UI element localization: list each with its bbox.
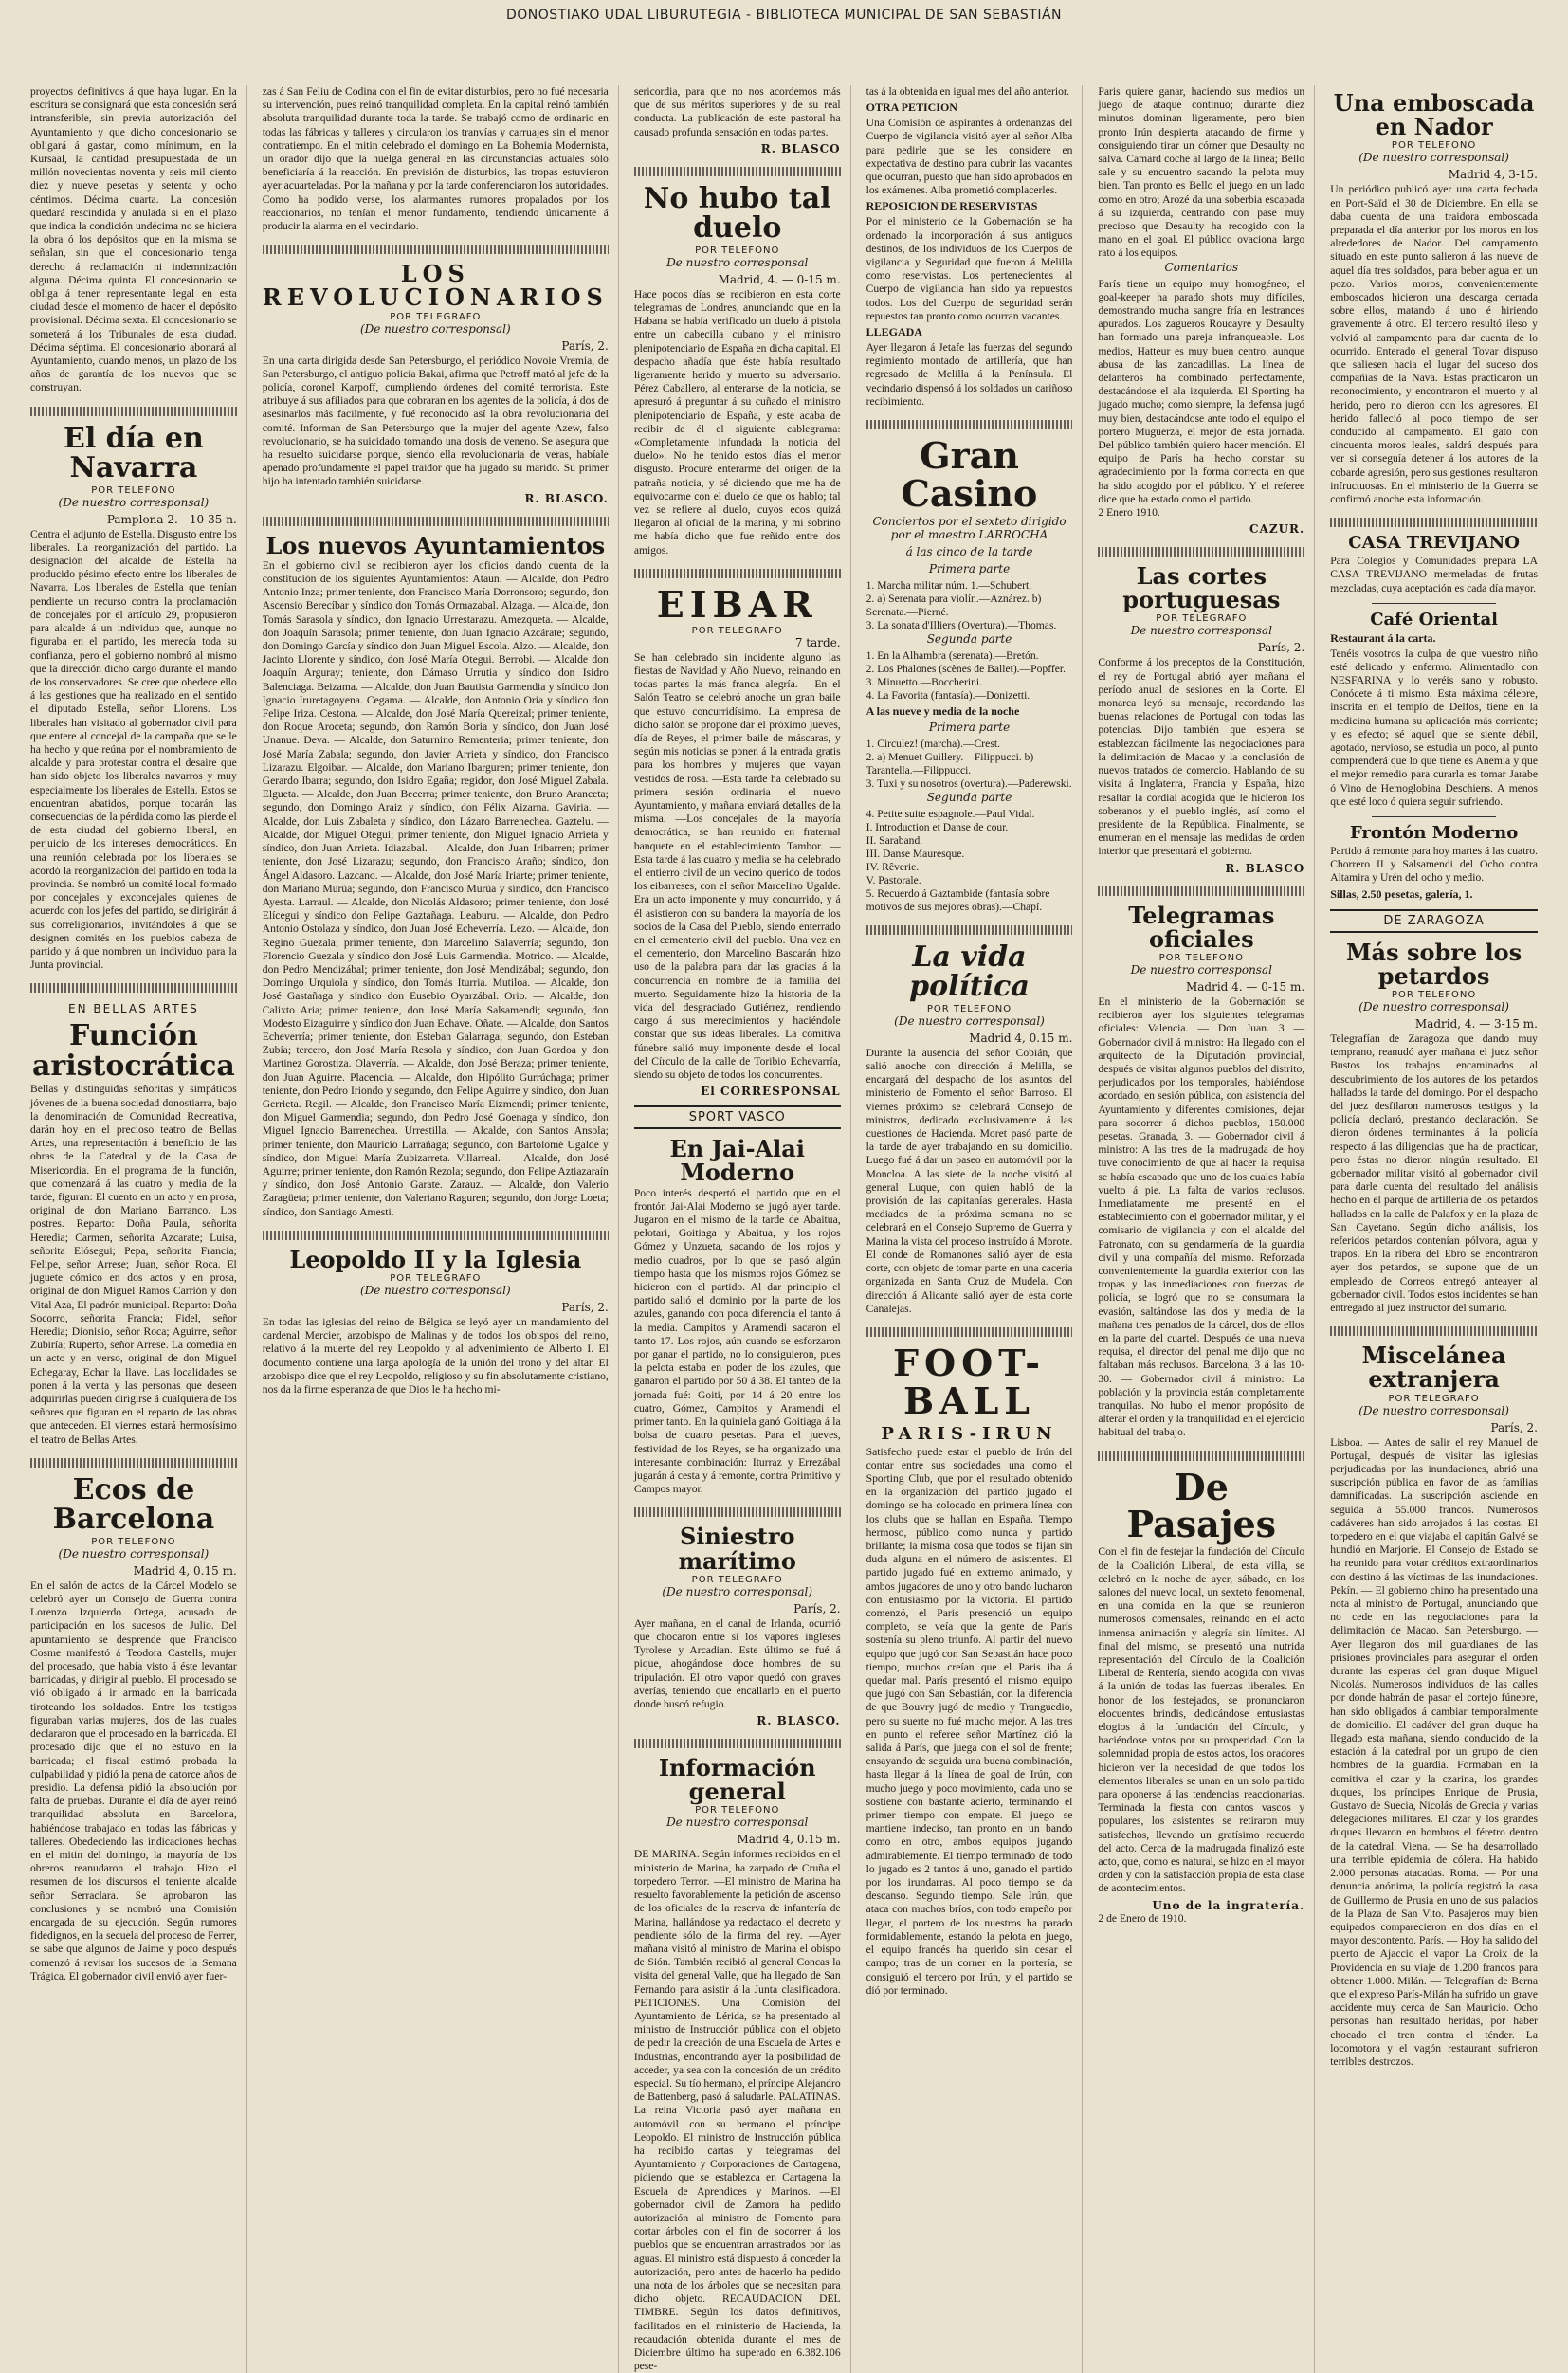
divider (634, 167, 841, 176)
byline: POR TELEFONO (91, 1536, 176, 1547)
byline-sub: De nuestro corresponsal (1130, 962, 1272, 977)
dateline: París, 2. (793, 1601, 841, 1615)
divider (634, 1739, 841, 1748)
headline: El día en Navarra (63, 421, 204, 485)
article-text: Por el ministerio de la Gobernación se ha ordenado la incorporación á sus antiguos destinos, de los individuos de los Cuerpos de vigilancia y Seguridad que fueron á Melilla como reservistas. Los pertenecientes al Cuerpo de vigilancia han sido ya repuestos todos. Los del Cuerpo de seguridad serán repuestos tan pronto como ocurran vacantes. (866, 215, 1073, 322)
divider (866, 420, 1073, 429)
divider (1372, 603, 1496, 604)
program-item: 2. a) Menuet Guillery.—Filippucci. b) Tarantella.—Filippucci. (866, 750, 1034, 776)
article-text: En el salón de actos de la Cárcel Modelo se celebró ayer un Consejo de Guerra contra Lorenzo Izquierdo Ortega, acusado de participación en los sucesos de Julio. Del apuntamiento se desprende que Francisco Cosme manifestó á Teodora Castells, mujer del procesado, que había visto á éste levantar barricadas, y dirigir al pueblo. El procesado se vió obligado á ir armado en la barricada tiroteando los soldados. Entre los testigos figuraban varias mujeres, dos de las cuales declararon que el procesado en la barricada. El procesado dijo que él no estuvo en la barricada; el fiscal estimó probada la culpabilidad y pidió la pena de catorce años de presidio. La defensa pidió la absolución por falta de pruebas. Durante el día de ayer reinó tranquilidad absoluta en Barcelona, habiéndose trabajado en todas las fábricas y talleres. Obedeciendo las indicaciones hechas en el mitin del domingo, la mayoría de los obreros reanudaron el trabajo. Hizo el resumen de los discursos el teniente alcalde señor Serraclara. Se aprobaron las conclusiones y se nombró una Comisión encargada de su ejecución. Según rumores fidedignos, en la secuela del proceso de Ferrer, se sabe que algunos de Jaime y poco después comenzó á revisar los sucesos de la Semana Trágica. El gobernador civil envió ayer fuer- (30, 1579, 237, 1982)
byline-sub: (De nuestro corresponsal) (1358, 1403, 1509, 1417)
program-item: I. Introduction et Danse de cour. (866, 820, 1009, 833)
byline: POR TELEFONO (695, 1805, 780, 1816)
program-item: 3. Tuxi y su nosotros (overtura).—Paderewski. (866, 776, 1072, 790)
byline: POR TELEFONO (926, 1003, 1012, 1014)
program-part: Segunda parte (926, 790, 1012, 804)
byline: POR TELEGRAFO (1156, 613, 1248, 625)
byline: POR TELEFONO (1391, 989, 1477, 1000)
article-text: Conforme á los preceptos de la Constitución, el rey de Portugal abrió ayer mañana el período anual de sesiones en la Corte. El monarca leyó su mensaje, recordando las buenas relaciones de Portugal con todas las potencias. Dijo también que espera se establezcan fácilmente las negociaciones para la delimitación de Macao y la conclusión de nuevos tratados de comercio. Hablando de su visita á Inglaterra, Francia y España, hizo resaltar la cordial acogida que le hicieron los soberanos y el pueblo inglés, así como el presidente de la República. Finalmente, se enumeran en el mensaje las medidas de orden interior que presentará el gobierno. (1098, 656, 1305, 858)
dateline: París, 2. (1257, 641, 1305, 655)
program-item: II. Saraband. (866, 833, 923, 847)
ad-title: Frontón Moderno (1349, 823, 1519, 844)
subheadline: PARIS-IRUN (881, 1423, 1058, 1444)
headline: No hubo tal duelo (643, 181, 831, 246)
byline: POR TELEGRAFO (390, 1272, 482, 1284)
section-label: EN BELLAS ARTES (68, 1002, 199, 1016)
byline: POR TELEFONO (695, 245, 780, 256)
byline-sub: (De nuestro corresponsal) (359, 1283, 511, 1297)
column-2 (263, 85, 619, 2373)
program-part: Segunda parte (926, 631, 1012, 646)
headline: Leopoldo II y la Iglesia (289, 1245, 582, 1273)
headline: Información general (658, 1754, 816, 1806)
byline-sub: De nuestro corresponsal (1130, 624, 1272, 638)
subhead: OTRA PETICION (866, 100, 957, 115)
byline: POR TELEGRAFO (390, 311, 482, 322)
signature: El CORRESPONSAL (701, 1085, 841, 1099)
dateline: Madrid, 4. — 3-15 m. (1414, 1016, 1538, 1031)
headline: EIBAR (656, 582, 818, 626)
byline-sub: (De nuestro corresponsal) (1358, 151, 1509, 165)
article-text: Ayer mañana, en el canal de Irlanda, ocurrió que chocaron entre sí los vapores ingleses Tyrolese y Arcadian. Este último se fué á pique, ahogándose doce hombres de su tripulación. El otro vapor quedó con graves averías, teniendo que encallarlo en el puerto donde buscó refugio. (633, 1616, 841, 1710)
divider (866, 1327, 1073, 1337)
byline: POR TELEGRAFO (1388, 1393, 1480, 1404)
article-text: En todas las iglesias del reino de Bélgica se leyó ayer un mandamiento del cardenal Mercier, arzobispo de Malinas y de todos los obispos del reino, relativo á la muerte del rey Leopoldo y al advenimiento de Alberto I. El documento contiene una larga apología de la unión del trono y del altar. El arzobispo dice que el rey Leopoldo, religioso y su fin absolutamente cristiano, nos da la firme esperanza de que Dios le ha hecho mi- (262, 1315, 609, 1396)
section-label: SPORT VASCO (634, 1105, 841, 1129)
subhead: REPOSICION DE RESERVISTAS (866, 199, 1038, 213)
article-text: Satisfecho puede estar el pueblo de Irún del contar entre sus sociedades una como el Sporting Club, que por el resultado obtenido en la organización del partido jugado el domingo se ha colocado en primera línea con los clubs que se hallan en España. Tiempo hermoso, público como nunca y partido brillante; la misma cosa que todos se fijan sin duda alguna en el número de asistentes. El partido jugado fué en extremo animado, y ambos jugadores de uno y otro bando lucharon con entusiasmo por la victoria. El partido comenzó, el Paris presenció un equipo completo, se veía que la gente de París sostenía su pleno triunfo. Al partir del nuevo equipo que jugó con San Sebastián hace poco tiempo, muchos creían que el Paris iba á quedar mal. París presentó el mismo equipo que jugó con San Sebastián, con la diferencia de que Bouvry jugó de medio y Tranguedio, pero su suerte no fué mucho mejor. A las tres en punto el referee señor Martínez dió la salida á París, que juega con el sol de frente; ensayando de seguida una buena combinación, hasta llegar á la línea de goal de Irún, con mucho juego y poco movimiento, cada uno se sostiene con bastante acierto, terminando el primer tiempo con empate. El juego se mantiene indeciso, tan pronto en un bando como en otro, ambos equipos jugando admirablemente. El tiempo terminado de todo lo jugado es 2 tantos á uno, ganado el partido por los irundarras. Al poco tiempo se da descanso. Segundo tiempo. Sale Irún, que ataca con muchos bríos, con todo empeño por llegar, el portero de los nuestros ha parado formidablemente, estando la pelota en juego, el equipo francés ha querido sin cesar el campo; tras de un corner en la portería, se consiguió el tercero por Irún, y el partido se dió por terminado. (866, 1445, 1073, 1997)
article-text: Lisboa. — Antes de salir el rey Manuel de Portugal, después de visitar las iglesias perjudicadas por las inundaciones, abrió una suscripción pública en favor de las familias damnificadas. La suscripción asciende en seguida á 55.000 francos. Numerosos cadáveres han sido arrojados á las costas. El torpedero en el que viajaba el capitán Galvé se hundió en Marjorie. El Consejo de Estado se ha reunido para votar créditos extraordinarios con destino á las víctimas de las inundaciones. Pekín. — El gobierno chino ha presentado una nota al ministro de Portugal, anunciando que no cede en las negociaciones para la delimitación de Macao. San Petersburgo. — Ayer llegaron dos mil guardianes de las prisiones provinciales para asegurar el orden durante las esperas del gran duque Miguel Nicolás. Numerosos individuos de las calles por donde habrán de pasar el cortejo fúnebre, han sido obligados á cambiar temporalmente de domicilio. El cadáver del gran duque ha llegado esta mañana, siendo conducido de la estación á la catedral por un grupo de cien hombres de la guardia. Formaban en la comitiva el czar y la czarina, los grandes duques, los príncipes Enrique de Prusia, Gustavo de Suecia, Nicolás de Grecia y varias delegaciones militares. El czar y los grandes duques llevaron en hombros el féretro dentro de la catedral. Viena. — Se ha desarrollado una terrible epidemia de cólera. Ha habido 2.000 personas atacadas. Roma. — Por una denuncia anónima, la policía registró la casa de Guillermo de Prusia en uno de sus palacios de la Plaza de San Vito. Pasajeros muy bien equipados comparecieron en dos días en el mayor descontento. París. — Hoy ha salido del puerto de Ajaccio el vapor La Croix de la Providencia en su viaje de 1.200 francos para obtener 1.000. Milán. — Telegrafían de Berna que el expreso París-Milán ha sufrido un grave accidente muy cerca de San Mauricio. Ocho personas han resultado heridas, por haber chocado el tren contra el ténder. La locomotora y el vagón restaurant sufrieron terribles destrozos. (1330, 1435, 1538, 2068)
library-caption: DONOSTIAKO UDAL LIBURUTEGIA - BIBLIOTECA MUNICIPAL DE SAN SEBASTIÁN (505, 8, 1063, 23)
divider (1330, 1326, 1538, 1336)
ad-text: Partido á remonte para hoy martes á las cuatro. Chorrero II y Salsamendi del Ocho contra Altamira y Urén del ocho y medio. (1330, 844, 1538, 885)
article-text: En el ministerio de la Gobernación se recibieron ayer los siguientes telegramas oficiales: Valencia. — Don Juan. 3 — Gobernador civil á ministro: Ha llegado con el arquitecto de la Diputación provincial, después de visitar algunos pueblos del distrito, perjudicados por los temporales, habiéndose acordado, en sesión pública, con asistencia del Ayuntamiento y diferentes comisiones, dejar para socorrer á dichos pueblos, 150.000 pesetas. Granada, 3. — Gobernador civil á ministro: A las tres de la madrugada de hoy tuve conocimiento de que al hacer la requisa se había escapado que uno de los cuales había vuelto á pie. La falta de varios reclusos. Inmediatamente me presenté en el establecimiento con el gobernador militar, y el comisario de vigilancia y con el alcalde del Patronato, con su gendarmería de la guardia civil y una compañía del mismo. Reforzada convenientemente la guardia exterior con las tropas y las inmediaciones con fuerzas de policía, se logró que no se consumara la evasión, saltándose las dos y media de la mañana tres penados de la cárcel, dos de ellos en la parte del cuartel. Después de una nueva requisa, el director del penal me dijo que no faltaban más reclusos. Barcelona, 3 á las 10-30. — Gobernador civil á ministro: La población y la provincia están completamente tranquilas. No hubo el menor propósito de alterar el orden y la tranquilidad en el ejercicio habitual del trabajo. (1098, 995, 1305, 1439)
divider (634, 569, 841, 578)
byline-sub: (De nuestro corresponsal) (662, 1584, 813, 1598)
headline: La vida política (909, 940, 1030, 1004)
dateline: París, 2. (1490, 1420, 1538, 1434)
program-item: 3. Minuetto.—Boccherini. (866, 675, 982, 688)
byline-sub: (De nuestro corresponsal) (58, 495, 210, 509)
headline: LOS REVOLUCIONARIOS (262, 260, 609, 312)
headline: Ecos de Barcelona (52, 1472, 215, 1537)
article-text: DE MARINA. Según informes recibidos en el ministerio de Marina, ha zarpado de Cruña el torpedero Terror. —El ministro de Marina ha resuelto favorablemente la petición de ascenso de los oficiales de la reserva de infantería de Marina, hallándose ya redactado el decreto y pendiente sólo de la firma del rey. —Ayer mañana visitó al ministro de Marina el obispo de Sión. También recibió al general Concas la visita del general Valle, que ha llegado de San Fernando para asistir á la Junta clasificadora. PETICIONES. Una Comisión del Ayuntamiento de Lérida, se ha presentado al ministro de Instrucción pública con el objeto de pedir la creación de una Escuela de Artes e Industrias, encontrando ayer la posibilidad de acceder, ya sea con la concesión de un crédito especial. Su tío hermano, el príncipe Alejandro de Battenberg, pasó á saludarle. PALATINAS. La reina Victoria pasó ayer mañana en automóvil con su hermano el príncipe Leopoldo. El ministro de Instrucción pública ha recibido cartas y telegramas del Ayuntamiento y Corporaciones de Cartagena, pidiendo que se establezca en Cartagena la Escuela de Aprendices y Marinos. —El gobernador civil de Zamora ha pedido autorización al ministro de Fomento para cortar árboles con el fin de socorrer á los pueblos que se encuentran arrastrados por las aguas. El ministro está dispuesto á conceder la autorización, pero antes de hacerlo ha pedido una nota de los árboles que se necesitan para dicho objeto. RECAUDACION DEL TIMBRE. Según los datos definitivos, facilitados en el ministerio de Hacienda, la recaudación obtenida durante el mes de Diciembre último ha superado en 6.382.106 pese- (633, 1848, 841, 2373)
column-1 (30, 85, 247, 2373)
signature: R. BLASCO (1225, 861, 1305, 875)
byline-sub: De nuestro corresponsal (666, 255, 809, 269)
columns (30, 85, 1547, 2373)
section-label: DE ZARAGOZA (1330, 909, 1538, 933)
article-text: tas á la obtenida en igual mes del año anterior. (866, 85, 1070, 98)
program-night: A las nueve y media de la noche (866, 703, 1020, 718)
signature: R. BLASCO (760, 141, 841, 155)
article-text: proyectos definitivos á que haya lugar. En la escritura se consignará que esta concesión será intransferible, sin previa autorización del Ayuntamiento y que dicho concesionario se obligará á gastar, como mínimum, en la Kursaal, la cantidad presupuestada de un millón novecientas noventa y seis mil ciento diez y nueve pesetas y setenta y ocho céntimos. Décima cuarta. La concesión quedará rescindida y anulada si en el plazo que indica la condición undécima no se hiciera la obra ó los depósitos que en la misma se señalan, sin que el concesionario tenga derecho á reclamación ni indemnización alguna. Décima quinta. El concesionario se obliga á tener representante legal en esta ciudad desde el momento de hacer el depósito provisional. Décima sexta. El concesionario se someterá á los Tribunales de esta ciudad. Décima séptima. El concesionario abonará al Ayuntamiento, cuando menos, un plazo de los años de garantía de los nuevos que se construyan. (30, 85, 237, 394)
program-item: 1. Marcha militar núm. 1.—Schubert. (866, 578, 1032, 592)
divider (1098, 1451, 1304, 1461)
headline: De Pasajes (1126, 1465, 1277, 1546)
byline: POR TELEFONO (1158, 952, 1244, 963)
article-text: París tiene un equipo muy homogéneo; el goal-keeper ha parado shots muy difíciles, demostrando mucha sangre fría en lestrances apurados. Los zagueros Roucayre y Desaulty han formado una pareja infranqueable. Los medios, Hatteur es muy buen centro, aunque abusa de las zancadillas. La línea de delanteros ha combinado perfectamente, destacándose el ala izquierda. El Sporting ha jugado mucho; como siempre, la defensa jugó muy bien, destacándose ante todo el equipo el portero Muguerza, el mejor de esta jornada. Del público también quiero hacer mención. El equipo de París ha hecho constar su agradecimiento por la forma correcta en que ha sido acogido por el público. Y el referee dice que ha estado como el partido. (1098, 277, 1305, 505)
divider (263, 517, 609, 526)
article-text: Telegrafían de Zaragoza que dando muy temprano, reanudó ayer mañana el juez señor Bustos los trabajos encaminados al descubrimiento de los autores de los petardos hallados la tarde del domingo. Por el despacho del juez desfilaron numerosos testigos y la policía declaró, prestando declaración. Se dieron órdenes terminantes á la policía respecto á las diligencias que ha de practicar, pero éstas no dieron ningún resultado. El gobernador militar visitó al gobernador civil para darle cuenta del resultado del análisis hecho en el parque de artillería de los petardos hallados en la calle de Palafox y en la plaza de San Cayetano. Según dicho análisis, los referidos petardos contenían pólvora, agua y trapos. En la ribera del Ebro se encontraron ayer dos petardos, se supone que de un empleado de Correos entregó anteayer al gobernador civil. Todos estos incidentes se han entregado al juez instructor del sumario. (1330, 1031, 1538, 1315)
headline: Las cortes portuguesas (1122, 562, 1281, 614)
ad-text: Para Colegios y Comunidades prepara LA CASA TREVIJANO mermeladas de frutas mezcladas, cuya aceptación es cada día mayor. (1330, 555, 1538, 594)
signature: R. BLASCO. (524, 491, 609, 505)
column-4 (866, 85, 1084, 2373)
article-text: Hace pocos días se recibieron en esta corte telegramas de Londres, anunciando que en la Habana se había verificado un duelo á pistola entre un cabecilla cubano y el ministro plenipotenciario de España en dicha capital. El despacho añadía que éste había resultado ligeramente herido y muerto su adversario. Pérez Caballero, al enterarse de la noticia, se apresuró á preguntar á su cuñado el ministro plenipotenciario de España, y este acaba de recibir de él el siguiente cablegrama: «Completamente infundada la noticia del duelo». No he tenido estos días el menor disgusto. Procuré enterarme del origen de la patraña noticia, y sé diciendo que me ha de equivocarme con el duelo de que os hablo; tal vez se refiere al duelo, cuyos ecos quizá llegaron al oficial de la marina, y mi sobrino me había dicho que fue reñido entre dos amigos. (633, 287, 841, 557)
article-text: En el gobierno civil se recibieron ayer los oficios dando cuenta de la constitución de los siguientes Ayuntamientos: Ataun. — Alcalde, don Pedro Antonio Inza; primer teniente, don Francisco María Dorronsoro; segundo, don Ascensio Berecíbar y síndico don Tomás Ormazabal. Alzaga. — Alcalde, don Tomás Sarasola y síndico, don Ignacio Urrestarazu. Amezqueta. — Alcalde, don Joaquín Sarasola; primer teniente, don Juan Ignacio Azcárate; segundo, don Domingo García y síndico don Juan Miguel Escola. Alzo. — Alcalde, don Jacinto Llorente y síndico, don José María Otegui. Berrobi. — Alcalde don Joaquín Arguray; teniente, don Dámaso Urrutia y síndico don Isidro Balenciaga. Beizama. — Alcalde, don Juan Bautista Garmendia y síndico don Ignacio Iruretagoyena. Cegama. — Alcalde, don Antonio Oria y síndico don Felipe Iriza. Cestona. — Alcalde, don José María Quereizal; primer teniente, don Roque Aroceta; segundo, don Ramón Boria y síndico, don Juan José Unanue. Deva. — Alcalde, don Saturnino Rementeria; primer teniente, don José María Zabala; segundo, don Javier Arrieta y síndico, don Francisco Lizarazu. Elgoibar. — Alcalde, don Mariano Ibarguren; primer teniente, don Gerardo Ibarra; segundo, don Isidro Egaña; regidor, don José Miguel Zabala. Elgueta. — Alcalde, don Juan Becerra; primer teniente, don Bruno Aranceta; segundo, don Domingo Araiz y síndico, don Félix Aizarna. Gaviria. — Alcalde, don Luis Zabaleta y síndico, don Lázaro Barrenechea. Gaztelu. — Alcalde, don Miguel Otegui; primer teniente, don Miguel Ignacio Arrieta y síndico, don Juan Arrieta. Idiazabal. — Alcalde, don Juan Iribarren; primer teniente, don José Lizarazu; segundo, don Francisco Araño; síndico, don Ángel Aldasoro. Lazcano. — Alcalde, don José María Iriarte; primer teniente, don Mariano Murúa; segundo, don Francisco Murúa y síndico, don Francisco Ayesta. Larraul. — Alcalde, don Nicolás Aldasoro; primer teniente, don José Elícegui y síndico don Felipe Gaztañaga. Leaburu. — Alcalde, don Pedro Antonio Ostolaza y síndico, don Juan José Echeverría. Lezo. — Alcalde, don Regino Guezala; primer teniente, don Marcelino Salaverría; segundo, don Florencio Guezala y síndico don José Luis Garmendia. Motrico. — Alcalde, don Pedro Mendizábal; primer teniente, don José Mendizábal; segundo, don Domingo Urquiola y síndico, don Tomás Iturria. Mutiloa. — Alcalde, don José Gastañaga y síndico don Eusebio Oyarzábal. Orio. — Alcalde, don Calixto Aria; primer teniente, don José María Salsamendi; segundo, don Modesto Eizaguirre y síndico don Juan Echave. Oñate. — Alcalde, don Santos Echeverría; primer teniente, don Esteban Galarraga; segundo, don Esteban Zubía; tercero, don José María Resola y síndico, don Juan Gordoa y don Martinez Gorostiza. Olaverría. — Alcalde, don José Beraza; primer teniente, don Juan Aguirre. Placencia. — Alcalde, don Hipólito Gurrúchaga; primer teniente, don Pedro Iriondo y segundo, don Felipe Aguirre y síndico, don Juan Gerrieta. Regil. — Alcalde, don Francisco María Eizmendi; primer teniente, don Miguel Garmendia; segundo, don Pedro José Goenaga y síndico, don Miguel Ignacio Barrenechea. Urrestilla. — Alcalde, don Santos Ansola; primer teniente, don Mauricio Larrañaga; segundo, don Bartolomé Ugalde y síndico, don Miguel María Zubizarreta. Villarreal. — Alcalde, don José Aguirre; primer teniente, don Ramón Rezola; segundo, don Felipe Aztiazaraín y síndico, don José Antonio Garate. Zarauz. — Alcalde, don Valerio Zaragüeta; primer teniente, don Valeriano Raguren; segundo, don Jorge Loeta; síndico, don Santiago Amesti. (262, 558, 609, 1218)
program-part: Primera parte (928, 561, 1011, 575)
divider (263, 1231, 609, 1240)
headline: Más sobre los petardos (1345, 938, 1522, 990)
article-text: Poco interés despertó el partido que en el frontón Jai-Alai Moderno se jugó ayer tarde. Jugaron en el mismo de la tarde de Abaitua, pelotari, Goitiaga y Abaitua, y los rojos Gómez y Unzueta, sacando de los rojos y medio cuadros, por lo que se pasó algún tiempo hasta que los mismos rojos Gómez se hicieron con el partido. Al dar principio el partido salió el dominio por la parte de los azules, ganando con poca diferencia el tanto á la media. Campitos y Aramendi sacaron el tanto 17. Los rojos, aún cuando se esforzaron por ganar el partido, no lo consiguieron, pues la pelota estaba en poder de los azules, que ganaron el partido por 50 á 38. El tanteo de la jornada fué: Goiti, por 14 á 20 entre los cuatro, Gómez, Campitos y Aramendi el primer tanto. En la quiniela ganó Goitiaga á la bolsa de cuatro pesetas. Para el jueves, festividad de los Reyes, se ha organizado una interesante combinación: Iturraz y Errezábal jugarán á cesta y á remonte, contra Primitivo y Campos mayor. (633, 1186, 841, 1496)
headline: FOOT-BALL (893, 1341, 1046, 1422)
divider (866, 925, 1073, 935)
article-text: Durante la ausencia del señor Cobián, que salió anoche con dirección á Melilla, se encargará del despacho de los asuntos del ministerio de Fomento el señor Barroso. El viernes próximo se celebrará Consejo de ministros, dedicado exclusivamente á las cuestiones de Hacienda. Moret pasó parte de la tarde de ayer trabajando en su domicilio. Luego fué á dar un paseo en automóvil por la Moncloa. A las siete de la noche visitó al general Luque, con quien habló de la provisión de las capitanías generales. Hasta mediados de la próxima semana no se celebrará en el Consejo Supremo de Guerra y Marina la vista del proceso instruído á Morote. El conde de Romanones salió ayer de esta corte, con objeto de tomar parte en una cacería organizada en Santa Cruz de Mudela. Con dirección á Alicante salió ayer de esta corte Canalejas. (866, 1046, 1073, 1315)
byline-sub: (De nuestro corresponsal) (58, 1546, 210, 1561)
headline: Función aristocrática (31, 1019, 235, 1083)
program-item: III. Danse Mauresque. (866, 847, 965, 860)
divider (1098, 886, 1304, 896)
byline-sub: (De nuestro corresponsal) (359, 321, 511, 336)
dateline: Madrid, 4. — 0-15 m. (718, 272, 841, 286)
article-text: Ayer llegaron á Jetafe las fuerzas del segundo regimiento montado de artillería, que han regresado de Melilla á la Península. El vecindario dispensó á los soldados un cariñoso recibimiento. (866, 341, 1073, 408)
article-text: zas á San Feliu de Codina con el fin de evitar disturbios, pero no fué necesaria su intervención, pues reinó tranquilidad completa. En la capital reinó también absoluta tranquilidad durante toda la tarde. Se trabajó como de ordinario en todas las fábricas y talleres y circularon los tranvías y carruajes sin el menor contratiempo. En el mitin celebrado el domingo en La Bohemia Modernista, un orador dijo que la huelga general en las circunstancias actuales sólo beneficiaría á la reacción. En previsión de disturbios, las tropas estuvieron ayer acuarteladas. Por la mañana y por la tarde conferenciaron los autoridades. Como ha podido verse, los alarmantes rumores propalados por los reaccionarios, no tenían el menor fundamento, tendiendo únicamente á producir la alarma en el vecindario. (262, 85, 609, 233)
byline: POR TELEGRAFO (691, 625, 783, 636)
subhead: Comentarios (1164, 260, 1239, 274)
headline: En Jai-Alai Moderno (669, 1135, 805, 1187)
program-item: 1. Circulez! (marcha).—Crest. (866, 737, 1000, 750)
headline: Telegramas oficiales (1128, 901, 1275, 953)
byline-sub: De nuestro corresponsal (666, 1816, 809, 1830)
program-item: 4. La Favorita (fantasía).—Donizetti. (866, 688, 1030, 702)
column-3 (634, 85, 851, 2373)
byline: POR TELEFONO (91, 484, 176, 496)
headline: Una emboscada en Nador (1333, 89, 1535, 141)
article-text: Con el fin de festejar la fundación del Círculo de la Coalición Liberal, de esta villa, se celebró en la noche de ayer, sábado, en los salones del nuevo local, un sexteto fenomenal, en una comida en la que se reunieron numerosos comensales, reinando en el acto inmensa animación y alegría sin límites. Al final del mismo, se presentó una nutrida representación del Círculo de la Coalición Liberal de Rentería, siendo acogida con vivas á la unión de todas las fuerzas liberales. En honor de los festejados, se pronunciaron elocuentes brindis, dedicándose entusiastas elogios á la fundación del Círculo, y haciéndose votos por su prosperidad. Con la solemnidad propia de estos actos, los oradores hicieron ver la necesidad de que todos los elementos liberales se unan en un solo partido para oponerse á las tendencias reaccionarias. Terminada la fiesta con cantos vascos y populares, los asistentes se retiraron muy satisfechos, llevando un gratísimo recuerdo del acto. Cerca de la madrugada finalizó este acto, que, como es natural, se hizo en el mayor orden y con la satisfacción propia de esta clase de acontecimientos. (1098, 1545, 1305, 1895)
byline: POR TELEFONO (1391, 140, 1477, 152)
program-item: IV. Rêverie. (866, 860, 920, 873)
dateline: Pamplona 2.—10-35 n. (106, 512, 237, 526)
ad-text: Tenéis vosotros la culpa de que vuestro niño esté delicado y enfermo. Alimentadlo con NESFARINA y lo veréis sano y robusto. Conócete á ti mismo. Esta máxima célebre, inscrita en el templo de Delfos, tiene en la medicina humana su aplicación más corriente; y es efecto; sé aquel que se siente débil, agotado, nervioso, se estudia un poco, al punto comprenderá que lo que tiene es Anemia y que el mejor remedio para curarla es tomar Jarabe ó Vino de Hemoglobina Deschiens. A menos que esté loco ó quiera seguir sufriendo. (1330, 647, 1538, 808)
dateline: Madrid 4, 0.15 m. (969, 1031, 1073, 1045)
signature: CAZUR. (1249, 522, 1305, 537)
program-item: 5. Recuerdo á Gaztambide (fantasía sobre motivos de sus mejores obras).—Chapí. (866, 886, 1050, 913)
ad-title: Café Oriental (1370, 609, 1498, 630)
subtitle: Conciertos por el sexteto dirigido por el maestro LARROCHA (872, 514, 1067, 541)
byline-sub: (De nuestro corresponsal) (894, 1013, 1045, 1028)
divider (30, 983, 237, 993)
byline-sub: (De nuestro corresponsal) (1358, 999, 1509, 1013)
dateline: Madrid 4. — 0-15 m. (1185, 979, 1305, 994)
signature: R. BLASCO. (757, 1714, 841, 1728)
headline: Siniestro marítimo (678, 1523, 796, 1575)
dateline: 2 Enero 1910. (1098, 506, 1160, 520)
program-item: V. Pastorale. (866, 873, 921, 886)
ad-title: CASA TREVIJANO (1348, 533, 1520, 554)
divider (1330, 518, 1538, 527)
divider (1372, 816, 1496, 817)
correspondent: Uno de la ingratería. (1152, 1898, 1305, 1912)
divider (263, 245, 609, 254)
dateline: Madrid 4, 0.15 m. (133, 1563, 237, 1578)
article-text: Un periódico publicó ayer una carta fechada en Port-Saïd el 30 de Diciembre. En ella se daba cuenta de una traidora emboscada preparada el día anterior por los moros en los alrededores de Nador. Del campamento situado en este punto salieron á las nueve de aquel día tres soldados, para beber agua en un pozo. Varios moros, convenientemente emboscados hicieron una descarga cerrada sobre ellos, matando á uno é hiriendo gravemente á otro. El tercero resultó ileso y volvió al campamento para dar cuenta de lo ocurrido. Enterado el general Tovar dispuso que saliesen hacia el lugar del suceso dos compañías de la Nava. Estas practicaron un reconocimiento, y encontraron el muerto y al herido, pero no dieron con los agresores. El herido falleció al poco tiempo de ser conducido al campamento. El gato con cincuenta moros leales, saldrá después para ver si conseguía detener á los autores de la cobarde agresión, pero sus gestiones resultaron infructuosas. En el ministerio de la Guerra se confirmó anoche esta información. (1330, 183, 1538, 506)
program-item: 2. Los Phalones (scènes de Ballet).—Popffer. (866, 662, 1066, 675)
subhead: LLEGADA (866, 325, 922, 339)
article-text: Centra el adjunto de Estella. Disgusto entre los liberales. La reorganización del partido. La designación del alcalde de Estella ha producido pésimo efecto entre los liberales de Navarra. Los liberales de Estella que tenían pendiente un recurso contra la proclamación de concejales por el artículo 29, propusieron para alcalde á un individuo que, aunque no figuraba en el partido, les merecía toda su confianza, pero el gobierno nombró al mismo que la dirección dicho cargo durante el mando de los conservadores. Se cree que obedece ello á las gestiones que ha realizado en el sentido el diputado Estella, señor Llorens. Los liberales han visitado al gobernador civil para que entere al concejal de la campaña que se le ha hecho y que reúna por el nombramiento de alcalde y para protestar contra el desaire que han sido objeto los liberales navarros y muy especialmente los liberales de Estella. Estos se encuentran abatidos, porque tocarán las consecuencias de la pérdida como las pierde el de esta ciudad del gobierno liberal, en perjuicio de los intereses democráticos. En una reunión celebrada por los liberales se acordó la reorganización del partido en toda la provincia. Se nombró un comité local formado por concejales y exconcejales quienes de acuerdo con los jefes del partido, se dirigirán á sus correligionarios, invitándoles á que se designen comités en los pueblos cabeza de partido y á que nombren un individuo para la Junta provincial. (30, 527, 237, 972)
article-text: sericordia, para que no nos acordemos más que de sus méritos superiores y de su real conducta. La publicación de este pastoral ha causado profunda sensación en todas partes. (633, 85, 841, 138)
dateline: Madrid 4, 0.15 m. (737, 1833, 841, 1847)
headline: Miscelánea extranjera (1361, 1342, 1506, 1394)
dateline: París, 2. (561, 338, 609, 353)
program-item: 1. En la Alhambra (serenata).—Bretón. (866, 648, 1039, 662)
dateline: 7 tarde. (794, 635, 841, 649)
dateline: Madrid 4, 3-15. (1448, 168, 1538, 182)
program-item: 2. a) Serenata para violín.—Aznárez. b) Serenata.—Pierné. (866, 592, 1042, 618)
divider (30, 1458, 237, 1468)
subtitle: á las cinco de la tarde (905, 544, 1033, 558)
divider (30, 407, 237, 416)
article-text: Paris quiere ganar, haciendo sus medios un juego de ataque continuo; durante diez minutos dominan ligeramente, pero bien pronto Irún despierta atacando de firme y consiguiendo tirar un córner que Desaulty no salva. Camard coche al largo de la línea; Bello sale y su encuentro sacando la pelota muy bien. Tan pronto es Bello el juego en un lado como en otro; Arozé da una soberbia escapada á su izquierda, centrando con pase muy precioso que Desaulty ha recogido con la mano en el goal. El público ovaciona largo rato á los equipos. (1098, 85, 1305, 260)
article-text: En una carta dirigida desde San Petersburgo, el periódico Novoie Vremia, de San Petersburgo, el antiguo policía Bakai, afirma que Petroff mató al jefe de la policía, coronel Karpoff, cumpliendo órdenes del comité terrorista. Este atribuye á sus afiliados para que cobraran en los agentes de la policía, á dos de asesinarlos más facilmente, y fué reconocido así la obra revolucionaria del comité. Informan de San Petersburgo que la mujer del agente Azew, falso revolucionario, se ha suicidado tomando una dosis de veneno. Se asegura que ha resuelto suicidarse porque, siendo ella revolucionaria de veras, habíale apenado profundamente el papel traidor que ha jugado su marido. Su primer hijo ha intentado también suicidarse. (262, 354, 609, 488)
byline: POR TELEGRAFO (691, 1574, 783, 1585)
divider (1098, 547, 1304, 557)
program-item: 3. La sonata d'Illiers (Overtura).—Thomas. (866, 618, 1057, 631)
article-text: Una Comisión de aspirantes á ordenanzas del Cuerpo de vigilancia visitó ayer al señor Alba para pedirle que se les considere en expectativa de destino para cubrir las vacantes que ocurran, puesto que han sido aprobados en los exámenes. Alba prometió complacerles. (866, 117, 1073, 197)
article-text: Se han celebrado sin incidente alguno las fiestas de Navidad y Año Nuevo, reinando en todas partes la más franca alegría. —En el Salón Teatro se celebró anoche un gran baile que estuvo concurridísimo. La empresa de dicho salón se propone dar el próximo jueves, día de Reyes, el primer baile de máscaras, y según mis noticias se ponen á la entrada gratis para los hombres y mujeres que vayan vestidos de rosa. —Esta tarde ha celebrado su primera sesión ordinaria el nuevo Ayuntamiento, y mañana enviará detalles de la misma. —Los concejales de la mayoría democrática, se han reunido en fraternal banquete en el establecimiento Tambor. —Esta tarde á las cuatro y media se ha celebrado el entierro civil de un vecino querido de todos los eibarreses, con el señor Marcelino Ugalde. Era un acto imponente y muy concurrido, y á él asistieron con su bandera la mayoría de los socios de la Casa del Pueblo, siendo enterrado en el cementerio civil del pueblo. Una vez en el cementerio, don Marcelino Bascarán hizo uso de la palabra para dar las gracias á la concurrencia en nombre de la familia del muerto. Seguidamente hizo la historia de la vida del desgraciado Gutiérrez, rendiendo cargo á sus merecimientos y haciéndole constar que sus ideas liberales. La comitiva fúnebre salió muy imponente desde el local del Círculo de la calle de Toribio Echevarría, siendo su objeto de todos los concurrentes. (633, 650, 841, 1082)
dateline: París, 2. (561, 1300, 609, 1314)
program-item: 4. Petite suite espagnole.—Paul Vidal. (866, 807, 1035, 820)
dateline: 2 de Enero de 1910. (1098, 1911, 1187, 1925)
column-5 (1098, 85, 1315, 2373)
headline: Los nuevos Ayuntamientos (265, 531, 606, 559)
headline: Gran Casino (901, 434, 1038, 515)
column-6 (1330, 85, 1547, 2373)
divider (634, 1507, 841, 1517)
program-part: Primera parte (928, 720, 1011, 734)
ad-price: Sillas, 2.50 pesetas, galería, 1. (1330, 886, 1473, 901)
article-text: Bellas y distinguidas señoritas y simpáticos jóvenes de la buena sociedad donostiarra, bajo la denominación de Comunidad Recreativa, darán hoy en el precioso teatro de Bellas Artes, una representación á beneficio de las obras de la Catedral y de la Casa de Misericordia. En el programa de la función, que comenzará á las cuatro y media de la tarde, figuran: El cuento en un acto y en prosa, original de don Mariano Barranco. Los postres. Reparto: Doña Paula, señorita Heredia; Carmen, señorita Azcarate; Luisa, señorita Elósegui; Pepa, señorita Francia; Felipe, señor Arrese; Juan, señor Roca. El juguete cómico en dos actos y en prosa, original de don Miguel Ramos Carrión y don Vital Aza, El padrón municipal. Reparto: Doña Socorro, señorita Francia; Fidel, señor Heredia; Dionisio, señor Roca; Aguirre, señor Zubiría; Ruperto, señor Arrese. La comedia en un acto y en verso, original de don Miguel Echegaray, Echar la llave. Las localidades se ponen á la venta y las personas que deseen adquirirlas pueden dirigirse á cualquiera de los señores que figuran en el reparto de las obras que anteceden. El viernes estará hermosísimo el teatro de Bellas Artes. (30, 1083, 237, 1446)
ad-subtitle: Restaurant á la carta. (1330, 630, 1436, 645)
